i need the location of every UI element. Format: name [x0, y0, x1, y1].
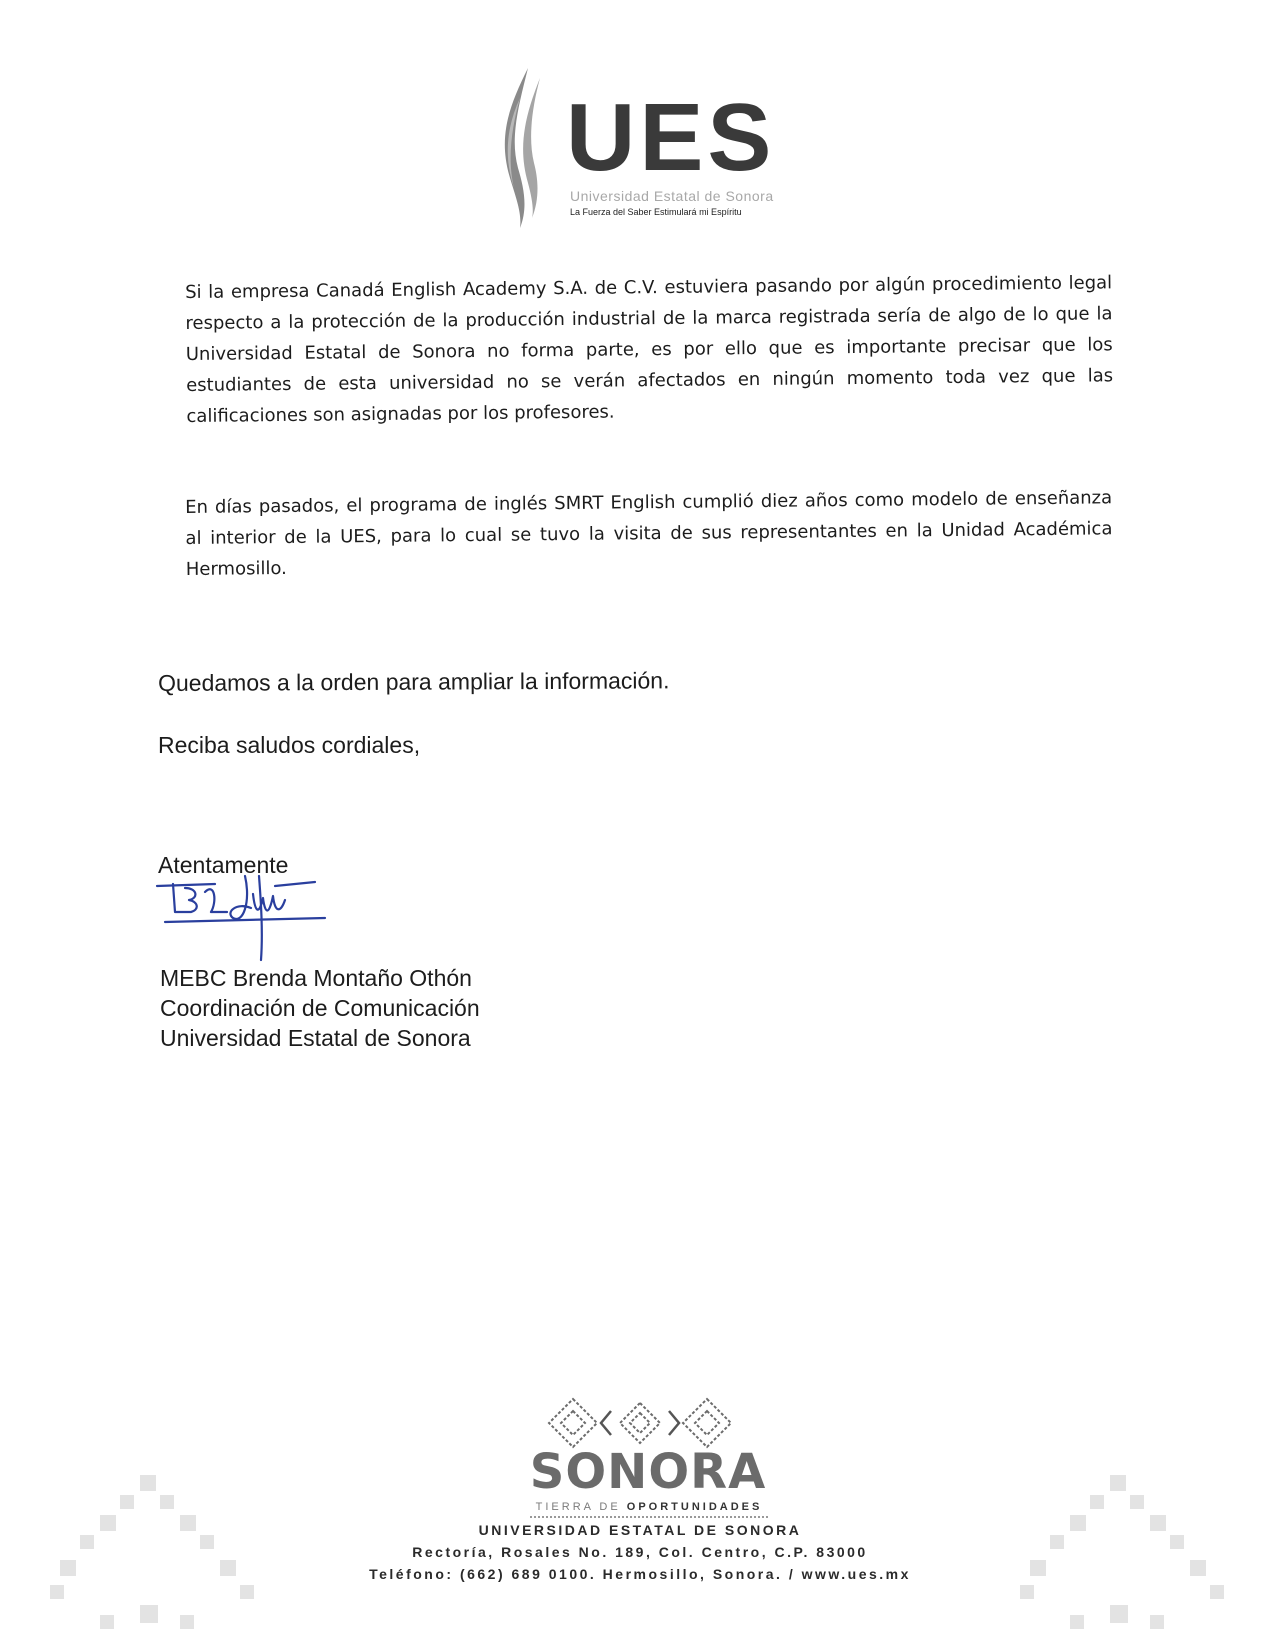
footer-contact: Teléfono: (662) 689 0100. Hermosillo, Sonora. / www.ues.mx [369, 1566, 911, 1582]
closing-line-2: Reciba saludos cordiales, [158, 732, 421, 758]
logo-subtitle: Universidad Estatal de Sonora [570, 188, 774, 204]
logo-text: UES [566, 84, 776, 191]
flame-icon [498, 68, 558, 228]
logo-tagline: La Fuerza del Saber Estimulará mi Espíritu [570, 207, 742, 217]
signatory-institution: Universidad Estatal de Sonora [160, 1025, 471, 1051]
closing-line-1: Quedamos a la orden para ampliar la información. [158, 667, 670, 696]
sonora-emblem-icon [545, 1395, 735, 1451]
paragraph-1: Si la empresa Canadá English Academy S.A. de C.V. estuviera pasando por algún procedimiento legal respecto a la protección de la producción industrial de la marca registrada sería de algo de lo que la Universidad Estatal de Sonora no forma parte, es por ello que es importante precisar que los estudiantes de esta universidad no se verán afectados en ningún momento toda vez que las calificaciones son asignadas por los profesores. [185, 272, 1114, 427]
footer-slogan-tierra: TIERRA DE [535, 1501, 621, 1513]
signatory-name: MEBC Brenda Montaño Othón [160, 965, 472, 991]
footer-slogan [530, 1501, 768, 1513]
decorative-pattern-right [1010, 1465, 1250, 1645]
signatory-position: Coordinación de Comunicación [160, 995, 480, 1021]
footer-address: Rectoría, Rosales No. 189, Col. Centro, C.P. 83000 [412, 1544, 868, 1560]
atentamente-label: Atentamente [158, 852, 289, 878]
decorative-pattern-left [40, 1465, 280, 1645]
signatory-block [160, 963, 480, 1053]
footer-institution: UNIVERSIDAD ESTATAL DE SONORA [478, 1522, 802, 1538]
footer-slogan-oportunidades: OPORTUNIDADES [626, 1501, 763, 1513]
handwritten-signature [155, 872, 335, 962]
paragraph-2: En días pasados, el programa de inglés SMRT English cumplió diez años como modelo de enseñanza al interior de la UES, para lo cual se tuvo la visita de sus representantes en la Unidad Académica Hermosillo. [185, 487, 1113, 580]
footer-dotted-rule [530, 1516, 768, 1518]
ues-logo [498, 68, 828, 228]
footer-brand: SONORA [529, 1444, 767, 1500]
